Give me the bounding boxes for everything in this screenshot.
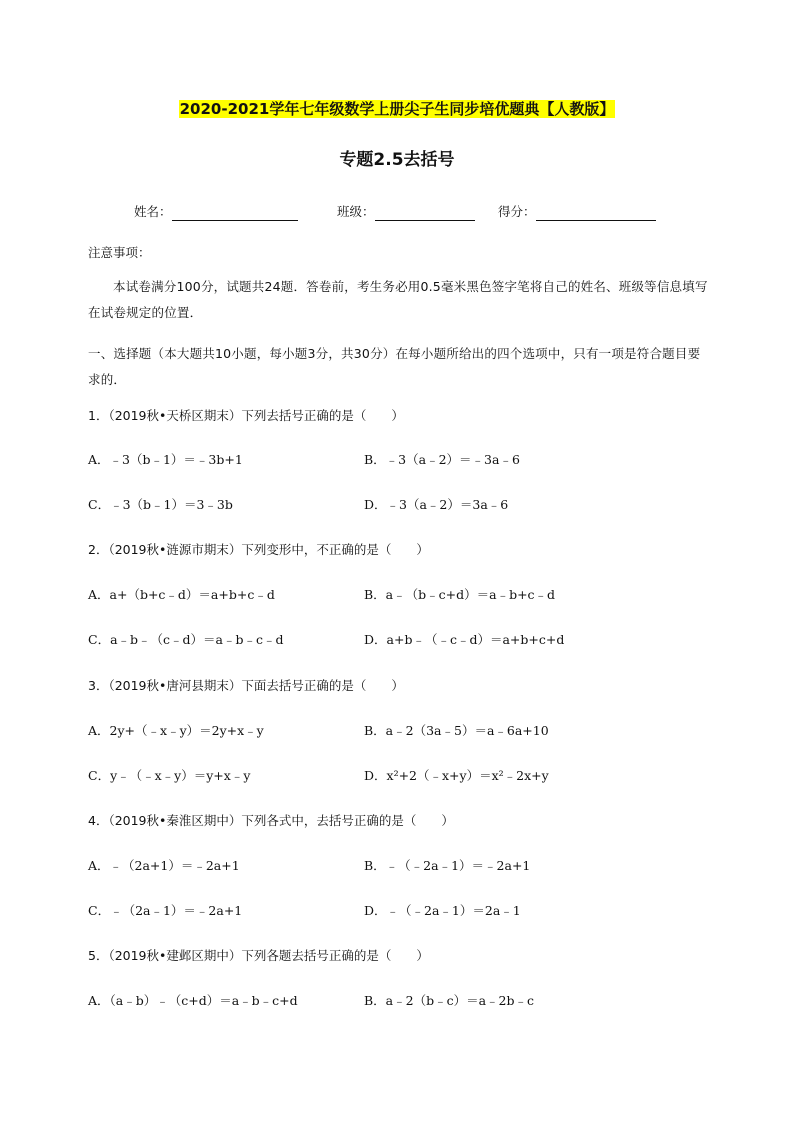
option-c[interactable]: C．﹣（2a﹣1）＝﹣2a+1 (88, 903, 243, 918)
question-stem: 1．（2019秋•天桥区期末）下列去括号正确的是（ ） (88, 408, 404, 423)
name-label: 姓名： (134, 204, 172, 219)
option-a[interactable]: A．（a﹣b）﹣（c+d）＝a﹣b﹣c+d (88, 993, 298, 1008)
option-b[interactable]: B．a﹣2（b﹣c）＝a﹣2b﹣c (364, 993, 535, 1008)
option-c[interactable]: C．a﹣b﹣（c﹣d）＝a﹣b﹣c﹣d (88, 632, 284, 647)
option-c[interactable]: C．y﹣（﹣x﹣y）＝y+x﹣y (88, 768, 251, 783)
option-d[interactable]: D．a+b﹣（﹣c﹣d）＝a+b+c+d (364, 632, 565, 647)
question-stem: 5．（2019秋•建邺区期中）下列各题去括号正确的是（ ） (88, 948, 429, 963)
option-d[interactable]: D．﹣（﹣2a﹣1）＝2a﹣1 (364, 903, 521, 918)
series-title-highlight: 2020-2021学年七年级数学上册尖子生同步培优题典【人教版】 (179, 100, 615, 118)
option-a[interactable]: A．﹣（2a+1）＝﹣2a+1 (88, 858, 240, 873)
score-label: 得分： (498, 204, 536, 219)
question-stem: 3．（2019秋•唐河县期末）下面去括号正确的是（ ） (88, 678, 404, 693)
option-b[interactable]: B．﹣（﹣2a﹣1）＝﹣2a+1 (364, 858, 531, 873)
option-b[interactable]: B．a﹣2（3a﹣5）＝a﹣6a+10 (364, 723, 549, 738)
series-title (0, 98, 794, 120)
class-blank[interactable] (375, 205, 475, 221)
question-stem: 2．（2019秋•涟源市期末）下列变形中，不正确的是（ ） (88, 542, 429, 557)
section-heading: 一、选择题（本大题共10小题，每小题3分，共30分）在每小题所给出的四个选项中，只有一项是符合题目要求的． (88, 346, 701, 387)
score-field (498, 203, 656, 221)
option-a[interactable]: A．a+（b+c﹣d）＝a+b+c﹣d (88, 587, 275, 602)
option-b[interactable]: B．a﹣（b﹣c+d）＝a﹣b+c﹣d (364, 587, 556, 602)
notes-heading: 注意事项： (88, 245, 151, 260)
name-blank[interactable] (172, 205, 298, 221)
score-blank[interactable] (536, 205, 656, 221)
option-c[interactable]: C．﹣3（b﹣1）＝3﹣3b (88, 497, 233, 512)
option-a[interactable]: A．﹣3（b﹣1）＝﹣3b+1 (88, 452, 243, 467)
question-stem: 4．（2019秋•秦淮区期中）下列各式中，去括号正确的是（ ） (88, 813, 454, 828)
option-d[interactable]: D．﹣3（a﹣2）＝3a﹣6 (364, 497, 509, 512)
option-a[interactable]: A．2y+（﹣x﹣y）＝2y+x﹣y (88, 723, 264, 738)
option-d[interactable]: D．x²+2（﹣x+y）＝x²﹣2x+y (364, 768, 549, 783)
notes-body: 本试卷满分100分，试题共24题．答卷前，考生务必用0.5毫米黑色签字笔将自己的姓名、班级等信息填写在试卷规定的位置． (88, 279, 708, 320)
class-label: 班级： (337, 204, 375, 219)
page-title: 专题2.5去括号 (339, 150, 455, 170)
option-b[interactable]: B．﹣3（a﹣2）＝﹣3a﹣6 (364, 452, 520, 467)
name-field (134, 203, 298, 221)
class-field (337, 203, 475, 221)
